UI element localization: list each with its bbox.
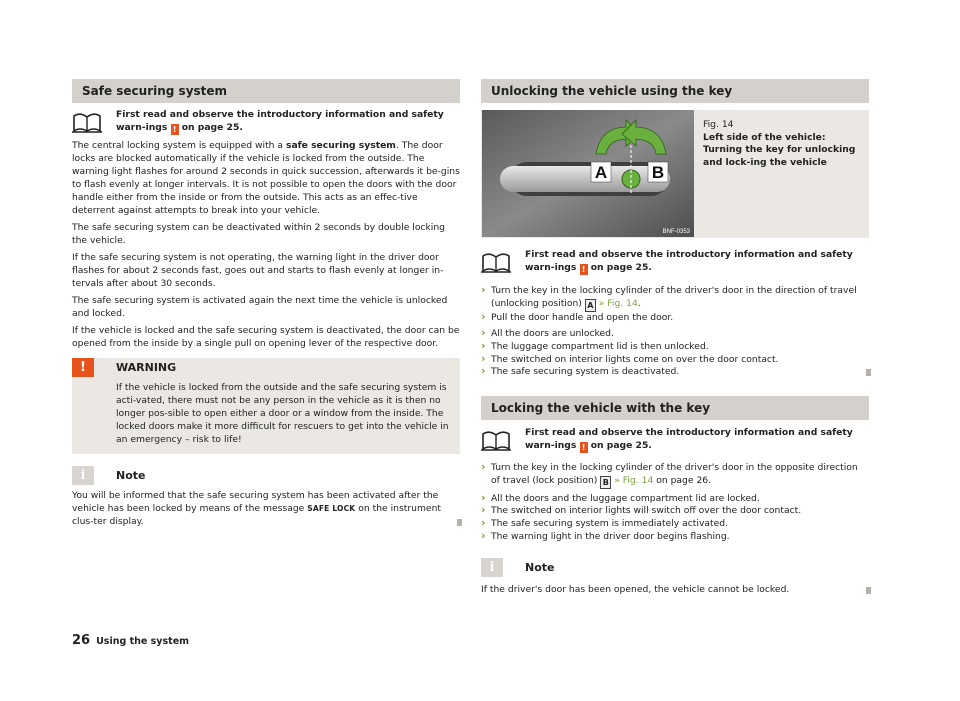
exclamation-icon: ! xyxy=(171,124,179,135)
lock-results xyxy=(481,493,869,544)
section-end-mark xyxy=(866,587,871,594)
bold-term: safe securing system xyxy=(285,139,396,151)
paragraph: The safe securing system can be deactivated within 2 seconds by double locking the vehicle. xyxy=(72,221,446,246)
read-first-notice xyxy=(481,249,869,275)
book-icon xyxy=(481,251,511,273)
section-end-mark xyxy=(866,369,871,376)
door-handle-illustration xyxy=(482,110,694,237)
right-column xyxy=(481,79,869,596)
exclamation-icon: ! xyxy=(580,264,588,275)
read-first-text: First read and observe the introductory information and safety warn-ings xyxy=(525,427,853,451)
list-item: › The safe securing system is immediately activated. xyxy=(481,518,869,531)
figure-letter-b: B xyxy=(651,163,665,182)
figure-code: BNF-0353 xyxy=(662,229,690,235)
lock-steps xyxy=(481,462,869,489)
book-icon xyxy=(481,429,511,451)
safe-lock-message: SAFE LOCK xyxy=(307,503,356,513)
exclamation-icon: ! xyxy=(72,358,94,377)
note-label: Note xyxy=(116,468,146,482)
unlock-steps xyxy=(481,285,869,324)
read-first-text: First read and observe the introductory information and safety warn-ings xyxy=(116,109,444,133)
section-heading-unlocking: Unlocking the vehicle using the key xyxy=(481,79,869,103)
warning-box xyxy=(72,358,460,454)
figure-14 xyxy=(481,110,869,238)
paragraph xyxy=(72,139,460,217)
figure-caption-text: Left side of the vehicle: Turning the key for unlocking and lock-ing the vehicle xyxy=(703,131,856,168)
figure-reference-link[interactable]: » Fig. 14 xyxy=(614,474,654,486)
text: You will be informed that the safe securing system has been activated after the vehicle has been locked by means of the message xyxy=(72,489,439,514)
read-first-notice xyxy=(481,427,869,453)
list-item xyxy=(481,285,869,312)
unlock-results xyxy=(481,328,869,379)
text: . The door locks are blocked automatically if the vehicle is locked from the outside. The warning light flashes for around 2 seconds in quick succession, afterwards it be-gins to flash evenly at longer intervals. It is not possible to open the doors with the door handle either from the inside or from the outside. This acts as an effec-tive deterrent against attempts to break into your vehicle. xyxy=(72,139,460,216)
text: . xyxy=(637,297,641,309)
note-text xyxy=(481,583,869,596)
warning-label: WARNING xyxy=(116,360,177,374)
list-item: › The switched on interior lights will switch off over the door contact. xyxy=(481,505,869,518)
list-item: › The switched on interior lights come on over the door contact. xyxy=(481,354,869,367)
list-item xyxy=(481,462,869,489)
note-label: Note xyxy=(525,561,555,575)
text: on the instrument clus-ter display. xyxy=(72,502,442,527)
text: Turn the key in the locking cylinder of the driver's door in the opposite direction of travel (lock position) xyxy=(491,461,858,486)
section-heading-safe-securing: Safe securing system xyxy=(72,79,460,103)
note-header xyxy=(481,558,869,577)
figure-label: Fig. 14 xyxy=(703,119,734,130)
text: The central locking system is equipped with a xyxy=(72,139,286,151)
figure-letter-a: A xyxy=(594,163,608,182)
figure-reference-link[interactable]: » Fig. 14 xyxy=(598,297,638,309)
section-heading-locking: Locking the vehicle with the key xyxy=(481,396,869,420)
exclamation-icon: ! xyxy=(580,442,588,453)
list-item: › The safe securing system is deactivated. xyxy=(481,366,869,379)
book-icon xyxy=(72,111,102,133)
warning-header xyxy=(72,358,460,377)
info-icon: i xyxy=(72,466,94,485)
note-text xyxy=(72,489,460,528)
section-end-mark xyxy=(457,519,462,526)
read-first-notice xyxy=(72,109,460,135)
left-column xyxy=(72,79,460,528)
read-first-page: on page 25. xyxy=(590,261,652,273)
position-key-a: A xyxy=(585,299,596,312)
paragraph: The safe securing system is activated again the next time the vehicle is unlocked and locked. xyxy=(72,294,448,319)
text: If the driver's door has been opened, the vehicle cannot be locked. xyxy=(481,584,790,596)
info-icon: i xyxy=(481,558,503,577)
list-item: › All the doors and the luggage compartment lid are locked. xyxy=(481,493,869,506)
warning-text: If the vehicle is locked from the outside and the safe securing system is acti-vated, there must not be any person in the vehicle as it is then no longer pos-sible to open either a door or a window from the inside. The locked doors make it more difficult for rescuers to get into the vehicle in an emergency – risk to life! xyxy=(116,381,449,445)
list-item: › The warning light in the driver door begins flashing. xyxy=(481,531,869,544)
paragraph: If the vehicle is locked and the safe securing system is deactivated, the door can be opened from the inside by a single pull on opening lever of the respective door. xyxy=(72,324,460,349)
read-first-page: on page 25. xyxy=(590,439,652,451)
paragraph: If the safe securing system is not operating, the warning light in the driver door flashes for about 2 seconds fast, goes out and starts to flash evenly at longer in-tervals after about 30 seconds. xyxy=(72,251,444,289)
list-item: › The luggage compartment lid is then unlocked. xyxy=(481,341,869,354)
position-key-b: B xyxy=(600,476,611,489)
note-header xyxy=(72,466,460,485)
text: on page 26. xyxy=(653,474,712,486)
page-number: 26 xyxy=(72,633,91,648)
text: Turn the key in the locking cylinder of the driver's door in the direction of travel (unlocking position) xyxy=(491,284,857,309)
footer-title: Using the system xyxy=(96,636,190,647)
figure-caption xyxy=(703,119,863,169)
page-footer xyxy=(72,629,189,648)
list-item: › All the doors are unlocked. xyxy=(481,328,869,341)
read-first-page: on page 25. xyxy=(181,121,243,133)
list-item: › Pull the door handle and open the door. xyxy=(481,312,869,325)
read-first-text: First read and observe the introductory information and safety warn-ings xyxy=(525,249,853,273)
